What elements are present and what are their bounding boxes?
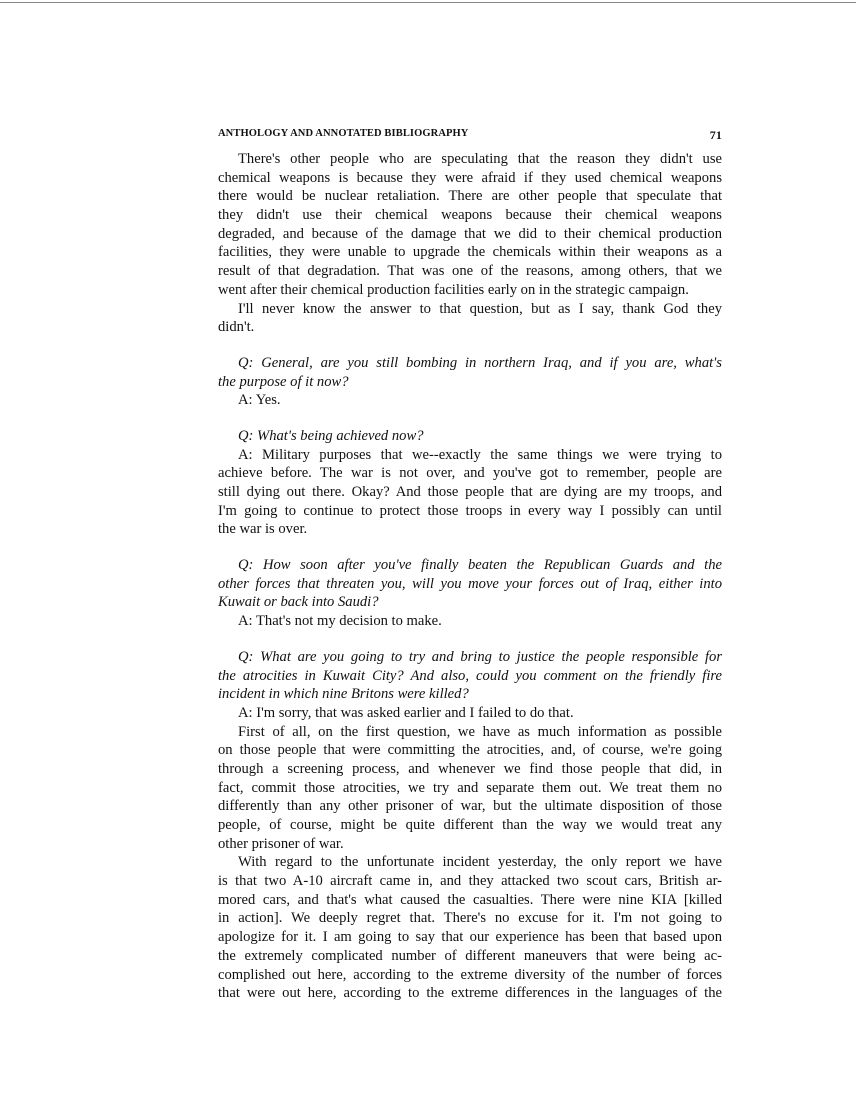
text-line: There's other people who are speculating that the reason they didn't use — [238, 151, 722, 167]
question-paragraph — [218, 648, 722, 704]
text-line: the extremely complicated number of different maneuvers that were being ac- — [218, 947, 722, 964]
text-line: fact, commit those atrocities, we try and separate them out. We treat them no — [218, 779, 722, 796]
text-line: chemical weapons is because they were afraid if they used chemical weapons — [218, 169, 722, 186]
text-line: I'll never know the answer to that question, but as I say, thank God they — [238, 300, 722, 317]
text-line: incident in which nine Britons were killed? — [218, 686, 469, 703]
text-line: mored cars, and that's what caused the casualties. There were nine KIA [killed — [218, 891, 722, 908]
question-paragraph — [218, 556, 722, 612]
text-line: that were out here, according to the extreme differences in the languages of the — [218, 985, 722, 1002]
text-line: apologize for it. I am going to say that our experience has been that based upon — [218, 929, 722, 946]
text-line: degraded, and because of the damage that we did to their chemical production — [218, 225, 722, 242]
text-line: still dying out there. Okay? And those people that are dying are my troops, and — [218, 484, 722, 500]
running-header — [218, 128, 722, 142]
page-number: 71 — [709, 128, 722, 142]
text-line: on those people that were committing the atrocities, and, of course, we're going — [218, 742, 722, 759]
text-line: didn't. — [218, 319, 255, 336]
question-paragraph — [218, 354, 722, 391]
text-paragraph — [218, 150, 722, 300]
text-paragraph — [218, 853, 722, 1003]
text-line: achieve before. The war is not over, and you've got to remember, people are — [218, 465, 722, 482]
text-line: Kuwait or back into Saudi? — [218, 594, 379, 611]
page-body — [218, 150, 722, 1003]
question-paragraph — [218, 427, 722, 446]
text-line: went after their chemical production facilities early on in the strategic campaign. — [218, 281, 689, 298]
text-line: A: Military purposes that we--exactly the same things we were trying to — [238, 446, 722, 463]
text-line: the atrocities in Kuwait City? And also, could you comment on the friendly fire — [218, 667, 722, 684]
text-paragraph — [218, 612, 722, 631]
text-line: other forces that threaten you, will you move your forces out of Iraq, either into — [218, 575, 722, 592]
text-line: other prisoner of war. — [218, 835, 344, 852]
running-header-title: ANTHOLOGY AND ANNOTATED BIBLIOGRAPHY — [218, 128, 469, 139]
text-line: is that two A-10 aircraft came in, and they attacked two scout cars, British ar- — [218, 873, 722, 890]
text-line: result of that degradation. That was one of the reasons, among others, that we — [218, 263, 722, 280]
text-line: through a screening process, and whenever we find those people that did, in — [218, 760, 722, 777]
text-line: Q: What are you going to try and bring to justice the people responsible for — [238, 648, 722, 665]
text-paragraph — [218, 723, 722, 854]
text-line: First of all, on the first question, we have as much information as possible — [238, 723, 722, 740]
text-line: With regard to the unfortunate incident yesterday, the only report we have — [238, 854, 722, 871]
text-paragraph — [218, 391, 722, 410]
text-line: Q: What's being achieved now? — [238, 427, 424, 444]
text-line: people, of course, might be quite different than the way we would treat any — [218, 817, 722, 833]
text-line: A: Yes. — [238, 392, 281, 409]
text-line: I'm going to continue to protect those troops in every way I possibly can until — [218, 502, 722, 519]
text-paragraph — [218, 300, 722, 337]
text-paragraph — [218, 446, 722, 539]
text-line: facilities, they were unable to upgrade the chemicals within their weapons as a — [218, 244, 722, 261]
text-line: complished out here, according to the extreme diversity of the number of forces — [218, 966, 722, 983]
text-line: A: I'm sorry, that was asked earlier and I failed to do that. — [238, 704, 574, 721]
text-paragraph — [218, 704, 722, 723]
text-line: Q: How soon after you've finally beaten the Republican Guards and the — [238, 557, 722, 574]
text-line: differently than any other prisoner of war, but the ultimate disposition of those — [218, 798, 722, 815]
text-line: they didn't use their chemical weapons because their chemical weapons — [218, 207, 722, 224]
text-line: the purpose of it now? — [218, 373, 349, 390]
text-line: A: That's not my decision to make. — [238, 613, 442, 630]
scan-edge-line — [0, 2, 856, 3]
text-line: there would be nuclear retaliation. There are other people that speculate that — [218, 188, 722, 205]
text-line: the war is over. — [218, 521, 308, 538]
text-line: Q: General, are you still bombing in northern Iraq, and if you are, what's — [238, 354, 722, 371]
text-line: in action]. We deeply regret that. There's no excuse for it. I'm not going to — [218, 910, 722, 927]
